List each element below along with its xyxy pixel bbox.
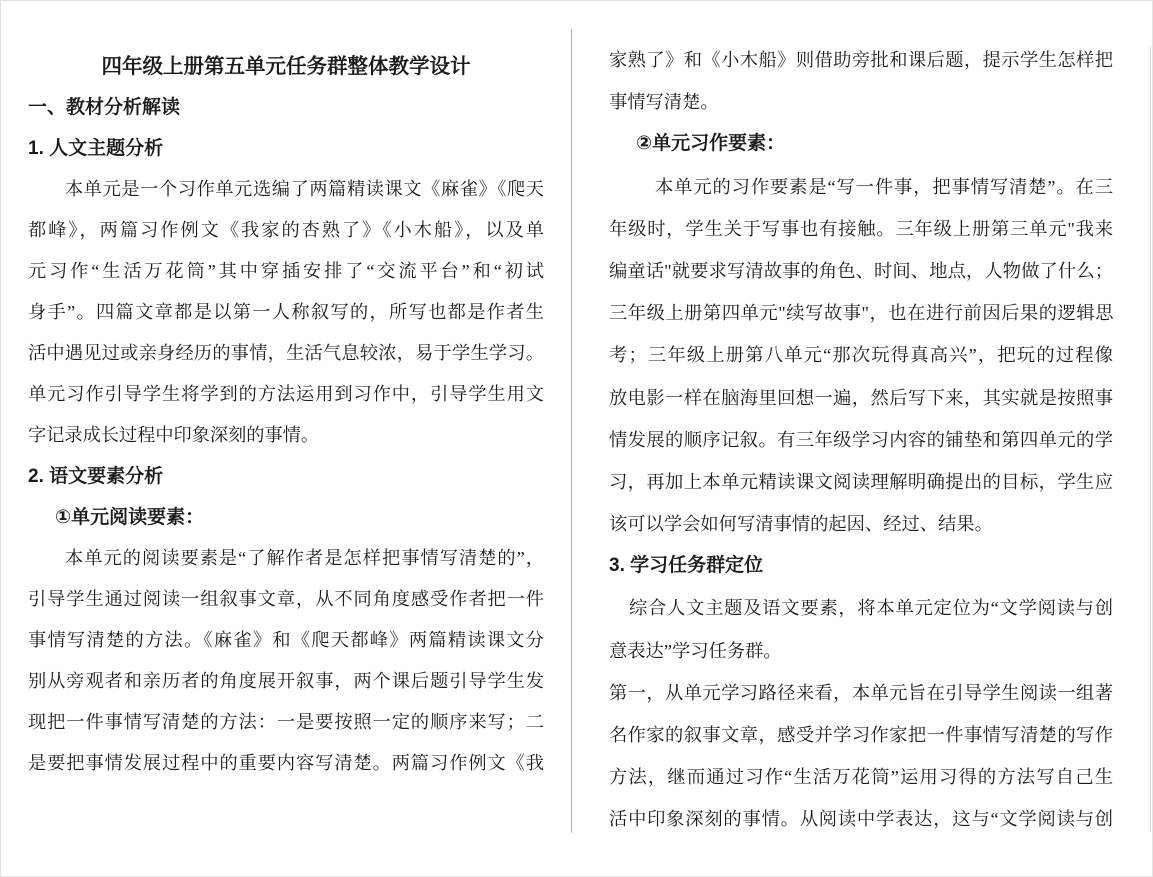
text-line: 年级时，学生关于写事也有接触。三年级上册第三单元"我来 bbox=[609, 218, 1113, 239]
text-line: 活中印象深刻的事情。从阅读中学表达，这与“文学阅读与创 bbox=[609, 809, 1113, 830]
text-line: 意表达”学习任务群。 bbox=[609, 640, 782, 661]
text-line: 放电影一样在脑海里回想一遍，然后写下来，其实就是按照事 bbox=[609, 387, 1113, 408]
text-line: 三年级上册第四单元"续写故事"，也在进行前因后果的逻辑思 bbox=[609, 303, 1113, 324]
text-line: 习，再加上本单元精读课文阅读理解明确提出的目标，学生应 bbox=[609, 471, 1113, 492]
heading-task-group: 3. 学习任务群定位 bbox=[609, 555, 764, 577]
text-line: 第一，从单元学习路径来看，本单元旨在引导学生阅读一组著 bbox=[609, 682, 1113, 703]
text-line: 本单元的阅读要素是“了解作者是怎样把事情写清楚的”， bbox=[65, 548, 544, 568]
text-line: 编童话"就要求写清故事的角色、时间、地点，人物做了什么； bbox=[609, 260, 1113, 281]
text-line: 该可以学会如何写清事情的起因、经过、结果。 bbox=[609, 514, 993, 535]
subheading-reading-element: ①单元阅读要素： bbox=[55, 507, 205, 528]
column-divider bbox=[571, 29, 572, 833]
text-line: 都峰》，两篇习作例文《我家的杏熟了》《小木船》，以及单 bbox=[28, 220, 544, 240]
text-line: 是要把事情发展过程中的重要内容写清楚。两篇习作例文《我 bbox=[28, 753, 544, 773]
text-line: 情发展的顺序记叙。有三年级学习内容的铺垫和第四单元的学 bbox=[609, 429, 1113, 450]
heading-humanities-theme: 1. 人文主题分析 bbox=[28, 138, 164, 159]
text-line: 别从旁观者和亲历者的角度展开叙事，两个课后题引导学生发 bbox=[28, 671, 544, 691]
heading-chinese-elements: 2. 语文要素分析 bbox=[28, 466, 164, 487]
text-line: 引导学生通过阅读一组叙事文章，从不同角度感受作者把一件 bbox=[28, 589, 544, 609]
text-line: 本单元的习作要素是“写一件事，把事情写清楚”。在三 bbox=[655, 176, 1113, 197]
text-line: 家熟了》和《小木船》则借助旁批和课后题，提示学生怎样把 bbox=[609, 50, 1113, 70]
doc-title: 四年级上册第五单元任务群整体教学设计 bbox=[101, 55, 471, 78]
text-line: 本单元是一个习作单元选编了两篇精读课文《麻雀》《爬天 bbox=[65, 179, 544, 199]
text-line: 综合人文主题及语文要素，将本单元定位为“文学阅读与创 bbox=[629, 598, 1113, 619]
left-column bbox=[28, 46, 544, 784]
heading-material-analysis: 一、教材分析解读 bbox=[28, 97, 181, 118]
page-right-edge bbox=[1150, 46, 1151, 832]
text-line: 事情写清楚。 bbox=[609, 92, 719, 113]
text-line: 活中遇见过或亲身经历的事情，生活气息较浓，易于学生学习。 bbox=[28, 343, 544, 363]
text-line: 单元习作引导学生将学到的方法运用到习作中，引导学生用文 bbox=[28, 384, 544, 404]
text-line: 事情写清楚的方法。《麻雀》和《爬天都峰》两篇精读课文分 bbox=[28, 630, 544, 650]
text-line: 元习作“生活万花筒”其中穿插安排了“交流平台”和“初试 bbox=[28, 261, 544, 281]
subheading-writing-element: ②单元习作要素： bbox=[636, 133, 786, 155]
text-line: 考；三年级上册第八单元“那次玩得真高兴”，把玩的过程像 bbox=[609, 345, 1113, 366]
text-line: 现把一件事情写清楚的方法：一是要按照一定的顺序来写；二 bbox=[28, 712, 544, 732]
right-column bbox=[609, 39, 1113, 841]
text-line: 字记录成长过程中印象深刻的事情。 bbox=[28, 425, 320, 445]
text-line: 身手”。四篇文章都是以第一人称叙写的，所写也都是作者生 bbox=[28, 302, 544, 322]
text-line: 名作家的叙事文章，感受并学习作家把一件事情写清楚的写作 bbox=[609, 725, 1113, 745]
text-line: 方法，继而通过习作“生活万花筒”运用习得的方法写自己生 bbox=[609, 767, 1113, 788]
